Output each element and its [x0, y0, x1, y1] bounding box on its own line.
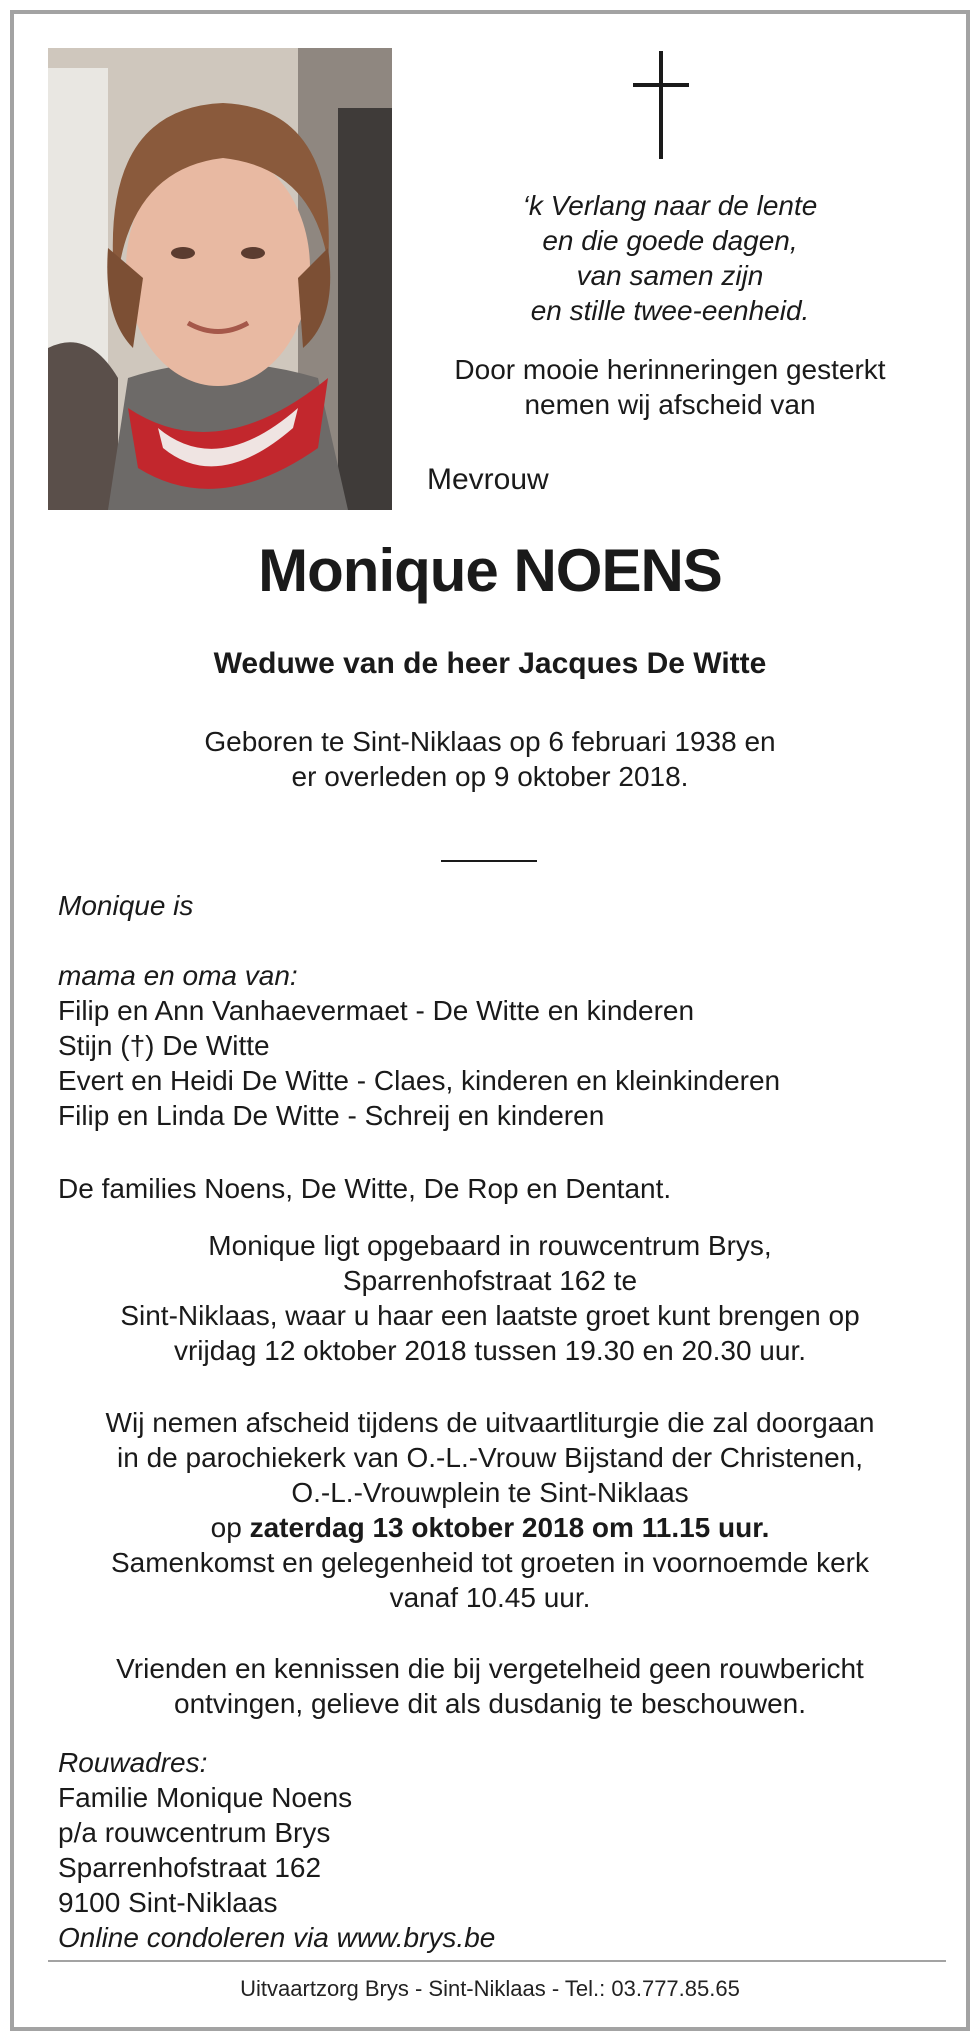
viewing-line: Monique ligt opgebaard in rouwcentrum Brys, [208, 1230, 772, 1261]
intro-text [400, 352, 940, 422]
online-condolence-link[interactable]: Online condoleren via www.brys.be [58, 1922, 496, 1953]
address-heading: Rouwadres: [58, 1747, 208, 1778]
poem-line: ‘k Verlang naar de lente [522, 190, 818, 221]
birth-death-text [0, 724, 980, 794]
portrait-image [48, 48, 392, 510]
widow-line: Weduwe van de heer Jacques De Witte [213, 647, 767, 680]
family-member: Stijn (†) De Witte [58, 1030, 270, 1061]
family-member: Filip en Ann Vanhaevermaet - De Witte en kinderen [58, 995, 695, 1026]
poem-line: en die goede dagen, [542, 225, 798, 256]
viewing-line: Sparrenhofstraat 162 te [342, 1265, 638, 1296]
monique-is: Monique is [58, 890, 194, 921]
born-line: er overleden op 9 oktober 2018. [291, 761, 689, 792]
footer-text: Uitvaartzorg Brys - Sint-Niklaas - Tel.: 03.777.85.65 [240, 1976, 740, 2001]
service-after-line: Samenkomst en gelegenheid tot groeten in voornoemde kerk [110, 1547, 870, 1578]
service-date-line [40, 1510, 940, 1545]
friends-line: Vrienden en kennissen die bij vergetelheid geen rouwbericht [116, 1653, 864, 1684]
born-line: Geboren te Sint-Niklaas op 6 februari 1938 en [204, 726, 776, 757]
service-date-prefix: op [210, 1512, 242, 1543]
service-line: Wij nemen afscheid tijdens de uitvaartliturgie die zal doorgaan [105, 1407, 875, 1438]
footer-divider [48, 1960, 946, 1962]
family-heading: mama en oma van: [58, 960, 298, 991]
poem-line: van samen zijn [576, 260, 764, 291]
friends-note [40, 1651, 940, 1721]
intro-line: Door mooie herinneringen gesterkt [454, 354, 886, 385]
service-info [40, 1405, 940, 1615]
mourning-address [58, 1745, 928, 1955]
address-line: 9100 Sint-Niklaas [58, 1887, 278, 1918]
portrait-photo [48, 48, 392, 510]
family-member: Filip en Linda De Witte - Schreij en kinderen [58, 1100, 605, 1131]
intro-line: nemen wij afscheid van [524, 389, 816, 420]
families: De families Noens, De Witte, De Rop en Dentant. [58, 1173, 672, 1204]
deceased-name: Monique NOENS [258, 537, 722, 604]
friends-line: ontvingen, gelieve dit als dusdanig te beschouwen. [174, 1688, 806, 1719]
viewing-info [40, 1228, 940, 1368]
service-line: O.-L.-Vrouwplein te Sint-Niklaas [291, 1477, 689, 1508]
title-prefix: Mevrouw [427, 463, 549, 496]
poem [400, 188, 940, 328]
address-line: Sparrenhofstraat 162 [58, 1852, 322, 1883]
cross-icon [633, 51, 689, 159]
address-line: Familie Monique Noens [58, 1782, 353, 1813]
poem-line: en stille twee-eenheid. [530, 295, 810, 326]
viewing-line: vrijdag 12 oktober 2018 tussen 19.30 en 20.30 uur. [173, 1335, 807, 1366]
family-member: Evert en Heidi De Witte - Claes, kinderen en kleinkinderen [58, 1065, 781, 1096]
viewing-line: Sint-Niklaas, waar u haar een laatste groet kunt brengen op [120, 1300, 860, 1331]
service-line: in de parochiekerk van O.-L.-Vrouw Bijstand der Christenen, [117, 1442, 863, 1473]
divider [441, 860, 537, 862]
address-line: p/a rouwcentrum Brys [58, 1817, 331, 1848]
service-date: zaterdag 13 oktober 2018 om 11.15 uur. [249, 1512, 770, 1543]
service-after-line: vanaf 10.45 uur. [389, 1582, 591, 1613]
family-list [58, 958, 928, 1133]
